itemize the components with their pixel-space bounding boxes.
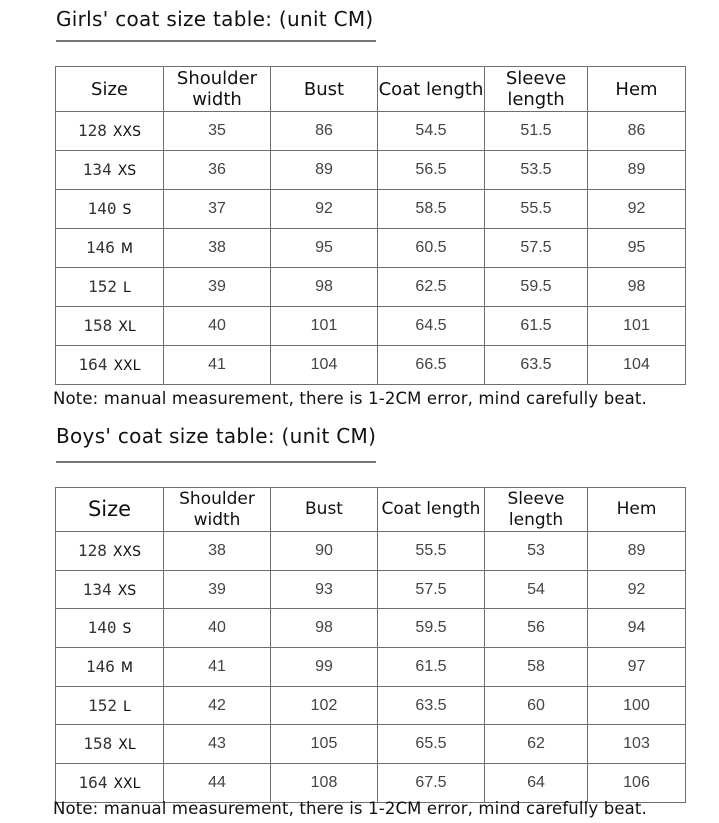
shoulder-width-cell: 36 [164,151,271,190]
header-coat-length: Coat length [378,67,485,112]
shoulder-width-cell: 35 [164,112,271,151]
size-letter: XL [118,319,136,335]
hem-cell: 89 [588,532,686,571]
size-number: 140 [87,618,117,638]
bust-cell: 93 [271,570,378,609]
bust-cell: 102 [271,686,378,725]
size-cell [56,346,164,385]
size-letter: XL [118,737,136,754]
size-letter: XXS [112,124,141,140]
size-number: 128 [78,121,107,140]
shoulder-width-cell: 42 [164,686,271,725]
bust-cell: 92 [271,190,378,229]
size-letter: XXL [113,358,141,374]
hem-cell: 100 [588,686,686,725]
sleeve-length-cell: 62 [485,725,588,764]
sleeve-length-cell: 56 [485,609,588,648]
sleeve-length-cell: 58 [485,648,588,687]
coat-length-cell: 55.5 [378,532,485,571]
size-number: 140 [87,199,117,218]
size-cell [56,229,164,268]
shoulder-width-cell: 40 [164,307,271,346]
coat-length-cell: 67.5 [378,764,485,803]
table-row [56,190,686,229]
shoulder-width-cell: 38 [164,532,271,571]
bust-cell: 108 [271,764,378,803]
table-row [56,725,686,764]
table-row [56,609,686,648]
boys-size-table [55,487,686,803]
bust-cell: 98 [271,268,378,307]
size-cell [56,648,164,687]
header-size: Size [56,488,164,532]
table-row [56,151,686,190]
coat-length-cell: 59.5 [378,609,485,648]
size-cell [56,725,164,764]
header-sleeve-length: Sleeve length [485,67,588,112]
bust-cell: 101 [271,307,378,346]
shoulder-width-cell: 41 [164,346,271,385]
table-row [56,686,686,725]
shoulder-width-cell: 43 [164,725,271,764]
coat-length-cell: 63.5 [378,686,485,725]
size-letter: XXL [113,775,141,792]
header-size: Size [56,67,164,112]
size-number: 146 [86,656,115,676]
header-shoulder-width: Shoulder width [164,67,271,112]
table-row [56,268,686,307]
size-cell [56,190,164,229]
table-row [56,648,686,687]
coat-length-cell: 58.5 [378,190,485,229]
hem-cell: 106 [588,764,686,803]
bust-cell: 95 [271,229,378,268]
header-hem: Hem [588,67,686,112]
hem-cell: 92 [588,570,686,609]
shoulder-width-cell: 37 [164,190,271,229]
size-letter: S [122,202,132,218]
bust-cell: 98 [271,609,378,648]
sleeve-length-cell: 53 [485,532,588,571]
size-letter: XS [117,163,137,179]
size-letter: M [120,241,133,257]
girls-table-title: Girls' coat size table: (unit CM) [56,7,374,31]
coat-length-cell: 61.5 [378,648,485,687]
hem-cell: 89 [588,151,686,190]
bust-cell: 86 [271,112,378,151]
table-row [56,570,686,609]
table-row [56,307,686,346]
size-number: 158 [83,316,113,335]
coat-length-cell: 57.5 [378,570,485,609]
size-letter: XXS [112,543,141,560]
bust-cell: 99 [271,648,378,687]
size-cell [56,532,164,571]
hem-cell: 97 [588,648,686,687]
bust-cell: 104 [271,346,378,385]
sleeve-length-cell: 64 [485,764,588,803]
hem-cell: 104 [588,346,686,385]
size-number: 164 [78,355,108,374]
size-cell [56,268,164,307]
coat-length-cell: 62.5 [378,268,485,307]
size-number: 134 [82,579,112,599]
size-cell [56,764,164,803]
size-cell [56,307,164,346]
sleeve-length-cell: 59.5 [485,268,588,307]
boys-header-row [56,488,686,532]
size-cell [56,151,164,190]
size-cell [56,609,164,648]
sleeve-length-cell: 51.5 [485,112,588,151]
boys-note: Note: manual measurement, there is 1-2CM error, mind carefully beat. [53,799,647,818]
boys-table-title: Boys' coat size table: (unit CM) [56,424,377,448]
bust-cell: 89 [271,151,378,190]
shoulder-width-cell: 41 [164,648,271,687]
coat-length-cell: 64.5 [378,307,485,346]
size-number: 134 [82,160,112,179]
header-coat-length: Coat length [378,488,485,532]
header-bust: Bust [271,67,378,112]
table-row [56,532,686,571]
shoulder-width-cell: 40 [164,609,271,648]
size-number: 158 [83,734,113,754]
sleeve-length-cell: 61.5 [485,307,588,346]
table-row [56,229,686,268]
hem-cell: 92 [588,190,686,229]
sleeve-length-cell: 55.5 [485,190,588,229]
sleeve-length-cell: 57.5 [485,229,588,268]
hem-cell: 86 [588,112,686,151]
size-cell [56,686,164,725]
boys-title-underline [56,461,376,463]
shoulder-width-cell: 44 [164,764,271,803]
size-number: 164 [78,772,108,792]
bust-cell: 90 [271,532,378,571]
size-letter: S [122,621,132,638]
size-letter: M [120,659,133,676]
table-row [56,112,686,151]
girls-title-underline [56,40,376,42]
header-sleeve-length: Sleeve length [485,488,588,532]
coat-length-cell: 56.5 [378,151,485,190]
shoulder-width-cell: 39 [164,570,271,609]
coat-length-cell: 66.5 [378,346,485,385]
size-number: 128 [78,540,107,560]
size-letter: L [123,698,131,715]
sleeve-length-cell: 53.5 [485,151,588,190]
size-number: 152 [88,695,118,715]
header-shoulder-width: Shoulder width [164,488,271,532]
shoulder-width-cell: 38 [164,229,271,268]
table-row [56,346,686,385]
size-letter: L [123,280,131,296]
size-number: 152 [88,277,118,296]
sleeve-length-cell: 54 [485,570,588,609]
table-row [56,764,686,803]
hem-cell: 95 [588,229,686,268]
size-cell [56,112,164,151]
header-hem: Hem [588,488,686,532]
shoulder-width-cell: 39 [164,268,271,307]
size-number: 146 [86,238,115,257]
header-bust: Bust [271,488,378,532]
hem-cell: 98 [588,268,686,307]
hem-cell: 101 [588,307,686,346]
coat-length-cell: 60.5 [378,229,485,268]
bust-cell: 105 [271,725,378,764]
hem-cell: 94 [588,609,686,648]
hem-cell: 103 [588,725,686,764]
size-letter: XS [117,582,137,599]
coat-length-cell: 54.5 [378,112,485,151]
sleeve-length-cell: 63.5 [485,346,588,385]
size-cell [56,570,164,609]
sleeve-length-cell: 60 [485,686,588,725]
girls-size-table [55,66,686,385]
girls-header-row [56,67,686,112]
girls-note: Note: manual measurement, there is 1-2CM error, mind carefully beat. [53,389,647,408]
coat-length-cell: 65.5 [378,725,485,764]
